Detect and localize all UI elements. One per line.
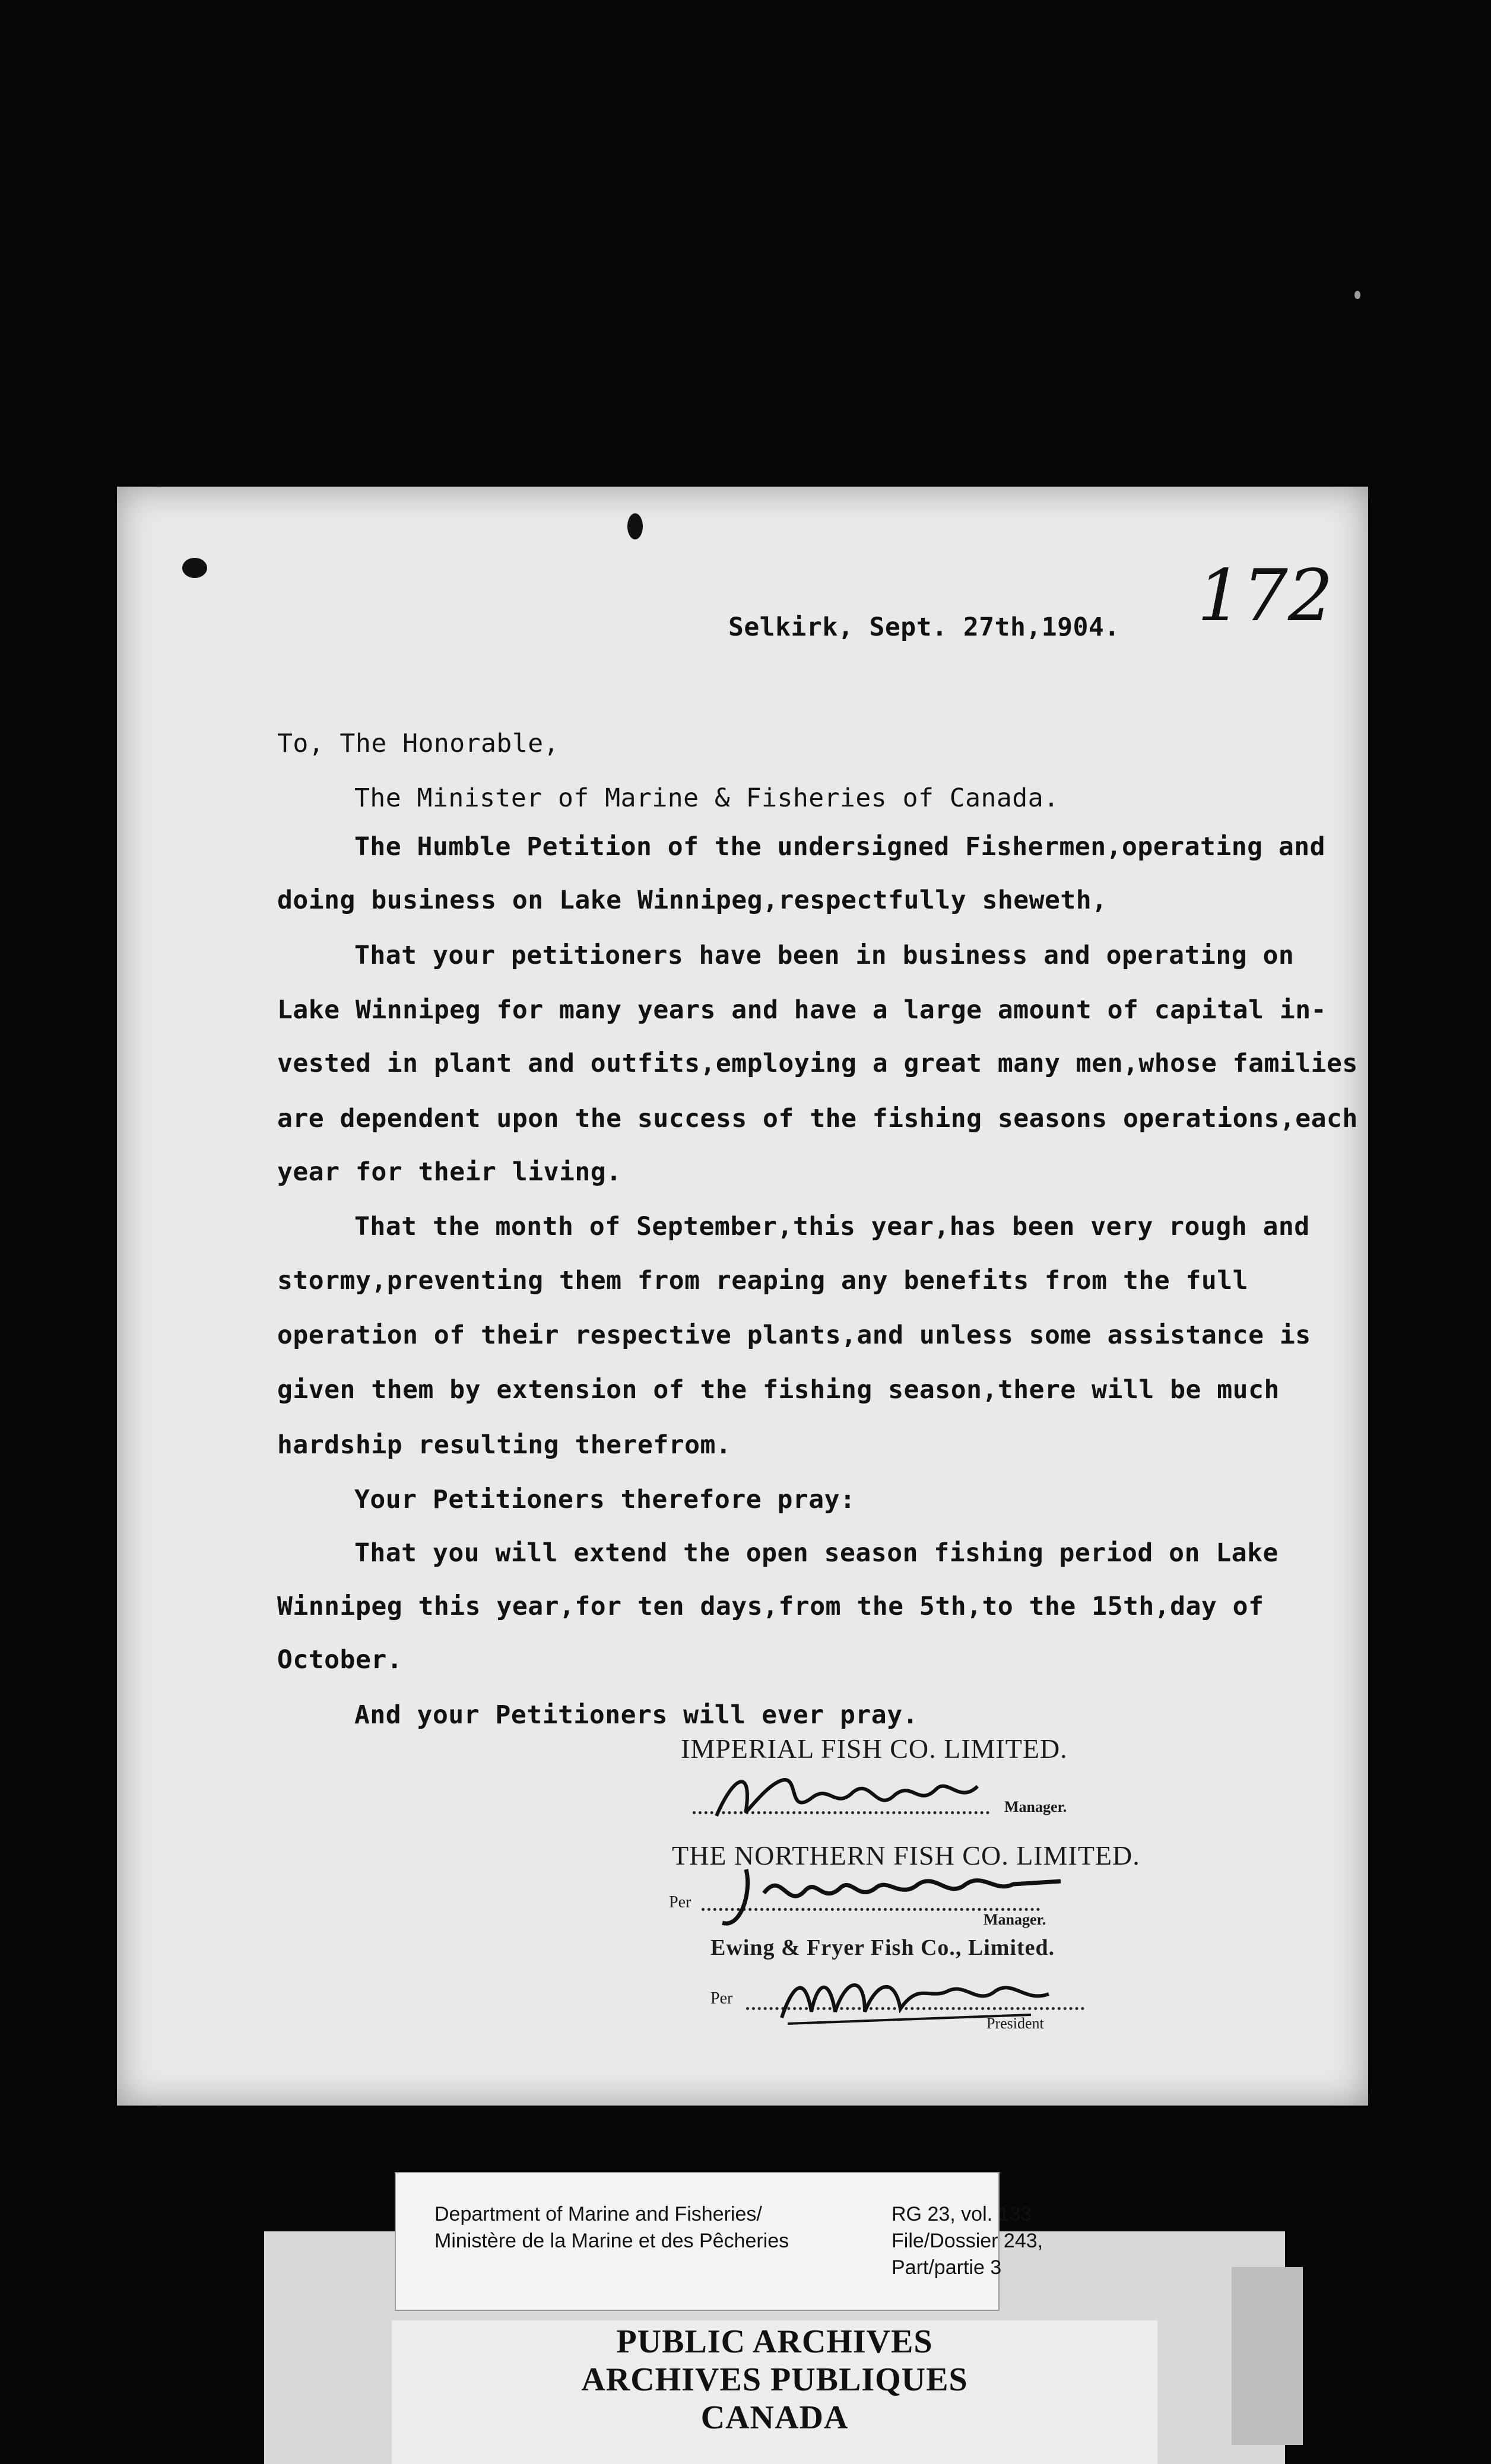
signatory-company: THE NORTHERN FISH CO. LIMITED. [672,1840,1140,1871]
stamp-line-2: ARCHIVES PUBLIQUES [581,2361,968,2398]
reference-volume: RG 23, vol. 133 [892,2203,1032,2225]
body-line: hardship resulting therefrom. [277,1430,732,1460]
department-french: Ministère de la Marine et des Pêcheries [434,2230,789,2252]
body-line: vested in plant and outfits,employing a great many men,whose families [277,1049,1358,1078]
addressee: The Minister of Marine & Fisheries of Canada. [354,783,1059,813]
body-line: That your petitioners have been in business and operating on [354,941,1295,970]
body-line: That the month of September,this year,has been very rough and [354,1212,1310,1241]
dust-speck [1354,291,1360,299]
body-line: October. [277,1645,403,1675]
body-line: And your Petitioners will ever pray. [354,1700,918,1730]
body-line: year for their living. [277,1157,622,1187]
handwritten-signature [710,1763,984,1828]
body-line: Your Petitioners therefore pray: [354,1485,856,1514]
per-label: Per [669,1893,691,1911]
body-line: The Humble Petition of the undersigned Fishermen,operating and [354,832,1326,862]
signatory-role: Manager. [1004,1798,1067,1815]
body-line: are dependent upon the success of the fishing seasons operations,each [277,1104,1358,1133]
stamp-line-3: CANADA [700,2399,849,2436]
archive-reference-label [395,2172,1043,2311]
salutation: To, The Honorable, [277,729,559,758]
body-line: given them by extension of the fishing season,there will be much [277,1375,1280,1405]
letter-page [117,487,1368,2106]
stamp-line-1: PUBLIC ARCHIVES [616,2323,933,2360]
body-line: Winnipeg this year,for ten days,from the 5th,to the 15th,day of [277,1592,1264,1621]
body-line: That you will extend the open season fishing period on Lake [354,1538,1279,1568]
per-label: Per [710,1989,733,2008]
body-line: stormy,preventing them from reaping any benefits from the full [277,1266,1249,1295]
dateline: Selkirk, Sept. 27th,1904. [728,612,1120,642]
signatory-company: Ewing & Fryer Fish Co., Limited. [710,1935,1055,1960]
stamp-edge [1232,2267,1303,2445]
body-line: operation of their respective plants,and unless some assistance is [277,1320,1311,1350]
reference-part: Part/partie 3 [892,2256,1002,2279]
body-line: Lake Winnipeg for many years and have a large amount of capital in- [277,995,1327,1025]
body-line: doing business on Lake Winnipeg,respectfully sheweth, [277,885,1108,915]
handwritten-signature [710,1857,1067,1947]
signatory-role: Manager. [984,1911,1046,1928]
punch-hole [182,558,207,578]
folio-number: 172 [1197,555,1334,637]
signatory-role: President [986,2015,1044,2032]
department-english: Department of Marine and Fisheries/ [434,2203,762,2225]
reference-file: File/Dossier 243, [892,2230,1043,2252]
stamp-panel [392,2320,1157,2464]
punch-hole [627,513,643,539]
signatory-company: IMPERIAL FISH CO. LIMITED. [681,1733,1068,1764]
